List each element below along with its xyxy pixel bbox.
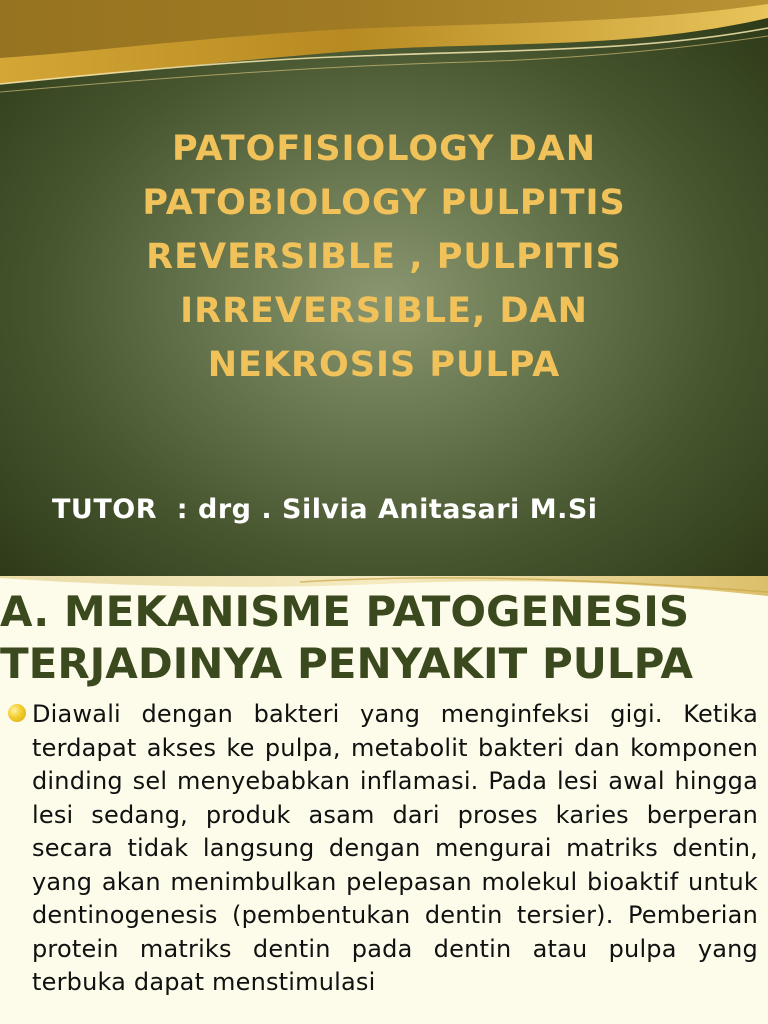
- body-paragraph: Diawali dengan bakteri yang menginfeksi gigi. Ketika terdapat akses ke pulpa, metabolit bakteri dan komponen dinding sel menyebabkan inflamasi. Pada lesi awal hingga lesi sedang, produk asam dari proses karies berperan secara tidak langsung dengan mengurai matriks dentin, yang akan menimbulkan pelepasan molekul bioaktif untuk dentinogenesis (pembentukan dentin tersier). Pemberian protein matriks dentin pada dentin atau pulpa yang terbuka dapat menstimulasi: [32, 700, 758, 996]
- slide-title: PATOFISIOLOGY DAN PATOBIOLOGY PULPITIS REVERSIBLE , PULPITIS IRREVERSIBLE, DAN NEKROSIS PULPA: [142, 129, 626, 385]
- heading-line-1: A. MEKANISME PATOGENESIS: [0, 587, 690, 636]
- content-slide: [0, 576, 768, 1024]
- section-heading: [0, 586, 768, 690]
- bullet-icon: [8, 704, 26, 722]
- tutor-line: TUTOR : drg . Silvia Anitasari M.Si: [52, 494, 598, 525]
- decorative-swoosh: [0, 0, 768, 110]
- heading-line-2: TERJADINYA PENYAKIT PULPA: [0, 639, 694, 688]
